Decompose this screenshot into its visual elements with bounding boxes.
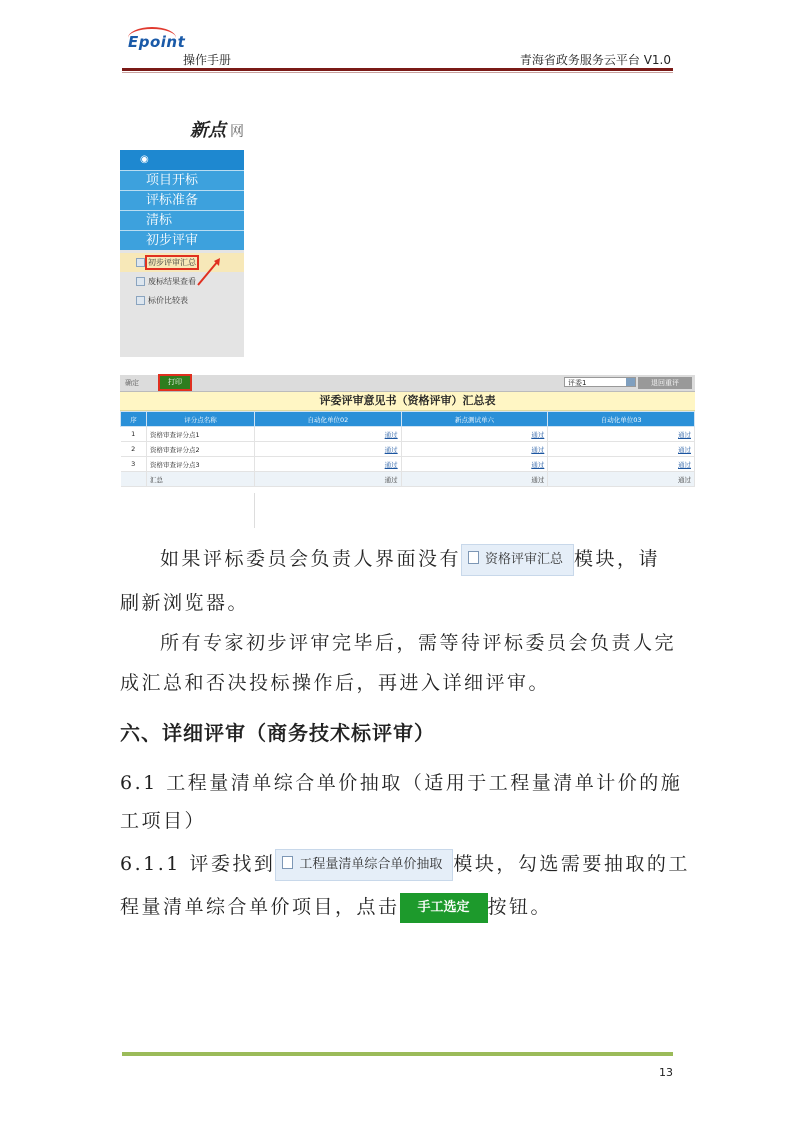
table-row xyxy=(121,442,695,457)
confirm-button[interactable]: 确定 xyxy=(125,379,139,387)
document-icon xyxy=(282,856,293,869)
return-review-button[interactable]: 退回重评 xyxy=(638,377,692,389)
document-icon xyxy=(468,551,479,564)
nav-sub-label: 标价比较表 xyxy=(148,296,188,305)
header-left-title: 操作手册 xyxy=(183,53,232,67)
nav-menu-eval-prep[interactable]: 评标准备 xyxy=(120,190,244,210)
judge-select-value: 评委1 xyxy=(568,379,587,387)
table-row xyxy=(121,427,695,442)
summary-table xyxy=(120,411,695,487)
paragraph-2-line-1: 所有专家初步评审完毕后，需等待评标委员会负责人完 xyxy=(160,632,677,654)
header-rule xyxy=(122,68,673,71)
text: 模块，勾选需要抽取的工 xyxy=(453,853,690,875)
column-header: 序 xyxy=(121,412,147,427)
judge-select[interactable] xyxy=(564,377,636,387)
bill-price-extract-chip xyxy=(275,849,453,881)
pass-link[interactable]: 通过 xyxy=(255,442,402,457)
pass-link[interactable]: 通过 xyxy=(548,457,695,472)
brand-sub: 网 xyxy=(230,124,244,140)
divider xyxy=(254,493,255,528)
cell: 通过 xyxy=(255,472,402,487)
logo-text: Epoint xyxy=(128,33,186,51)
cell: 2 xyxy=(121,442,147,457)
cell xyxy=(121,472,147,487)
header-right-title: 青海省政务服务云平台 V1.0 xyxy=(519,53,671,67)
text: 6.1.1 评委找到 xyxy=(120,853,276,875)
pass-link[interactable]: 通过 xyxy=(255,427,402,442)
chip-label: 资格评审汇总 xyxy=(485,552,564,567)
header-rule-thin xyxy=(122,72,673,73)
footer-rule xyxy=(122,1052,673,1056)
cell: 资格审查评分点3 xyxy=(147,457,255,472)
chat-icon: ◉ xyxy=(140,154,149,165)
table-row xyxy=(121,457,695,472)
paragraph-3-line-2: 工项目） xyxy=(120,810,207,832)
pass-link[interactable]: 通过 xyxy=(548,427,695,442)
pass-link[interactable]: 通过 xyxy=(548,442,695,457)
epoint-logo xyxy=(128,33,185,51)
paragraph-4 xyxy=(120,845,690,883)
paragraph-2-line-2: 成汇总和否决投标操作后，再进入详细评审。 xyxy=(120,672,551,694)
cell: 1 xyxy=(121,427,147,442)
column-header: 自动化单位03 xyxy=(548,412,695,427)
cell: 汇总 xyxy=(147,472,255,487)
doc-icon xyxy=(136,258,145,267)
cell: 通过 xyxy=(548,472,695,487)
text: 程量清单综合单价项目，点击 xyxy=(120,896,400,918)
paragraph-1-line-1 xyxy=(160,540,660,578)
paragraph-3-line-1: 6.1 工程量清单综合单价抽取（适用于工程量清单计价的施 xyxy=(120,772,683,794)
page-number: 13 xyxy=(659,1066,673,1079)
nav-sub-label: 初步评审汇总 xyxy=(148,258,196,267)
left-nav-panel xyxy=(120,150,244,357)
pass-link[interactable]: 通过 xyxy=(401,442,548,457)
table-title: 评委评审意见书（资格评审）汇总表 xyxy=(120,392,695,411)
app-brand xyxy=(190,116,244,142)
doc-icon xyxy=(136,296,145,305)
nav-sub-label: 废标结果查看 xyxy=(148,277,196,286)
cell: 资格审查评分点2 xyxy=(147,442,255,457)
pass-link[interactable]: 通过 xyxy=(401,457,548,472)
pointer-arrow-icon xyxy=(190,255,250,295)
table-toolbar xyxy=(120,375,695,392)
chevron-down-icon xyxy=(626,378,635,386)
print-button[interactable]: 打印 xyxy=(160,376,190,389)
text: 如果评标委员会负责人界面没有 xyxy=(160,548,462,570)
text: 按钮。 xyxy=(487,896,553,918)
chip-label: 工程量清单综合单价抽取 xyxy=(299,857,443,872)
nav-menu-open-bid[interactable]: 项目开标 xyxy=(120,170,244,190)
pass-link[interactable]: 通过 xyxy=(255,457,402,472)
section-heading: 六、详细评审（商务技术标评审） xyxy=(120,721,435,745)
brand-name: 新点 xyxy=(190,120,226,141)
nav-header xyxy=(120,150,244,170)
nav-menu-clear-bid[interactable]: 清标 xyxy=(120,210,244,230)
summary-row xyxy=(121,472,695,487)
doc-icon xyxy=(136,277,145,286)
column-header: 新点测试单六 xyxy=(401,412,548,427)
logo-arc xyxy=(128,27,176,49)
cell: 资格审查评分点1 xyxy=(147,427,255,442)
cell: 通过 xyxy=(401,472,548,487)
cell: 3 xyxy=(121,457,147,472)
nav-menu-preliminary-review[interactable]: 初步评审 xyxy=(120,230,244,250)
summary-screenshot xyxy=(120,375,695,493)
qualification-summary-chip xyxy=(461,544,574,576)
text: 模块，请 xyxy=(574,548,661,570)
column-header: 评分点名称 xyxy=(147,412,255,427)
pass-link[interactable]: 通过 xyxy=(401,427,548,442)
paragraph-1-line-2: 刷新浏览器。 xyxy=(120,592,250,614)
manual-select-button: 手工选定 xyxy=(400,893,488,923)
column-header: 自动化单位02 xyxy=(255,412,402,427)
paragraph-5 xyxy=(120,888,552,926)
